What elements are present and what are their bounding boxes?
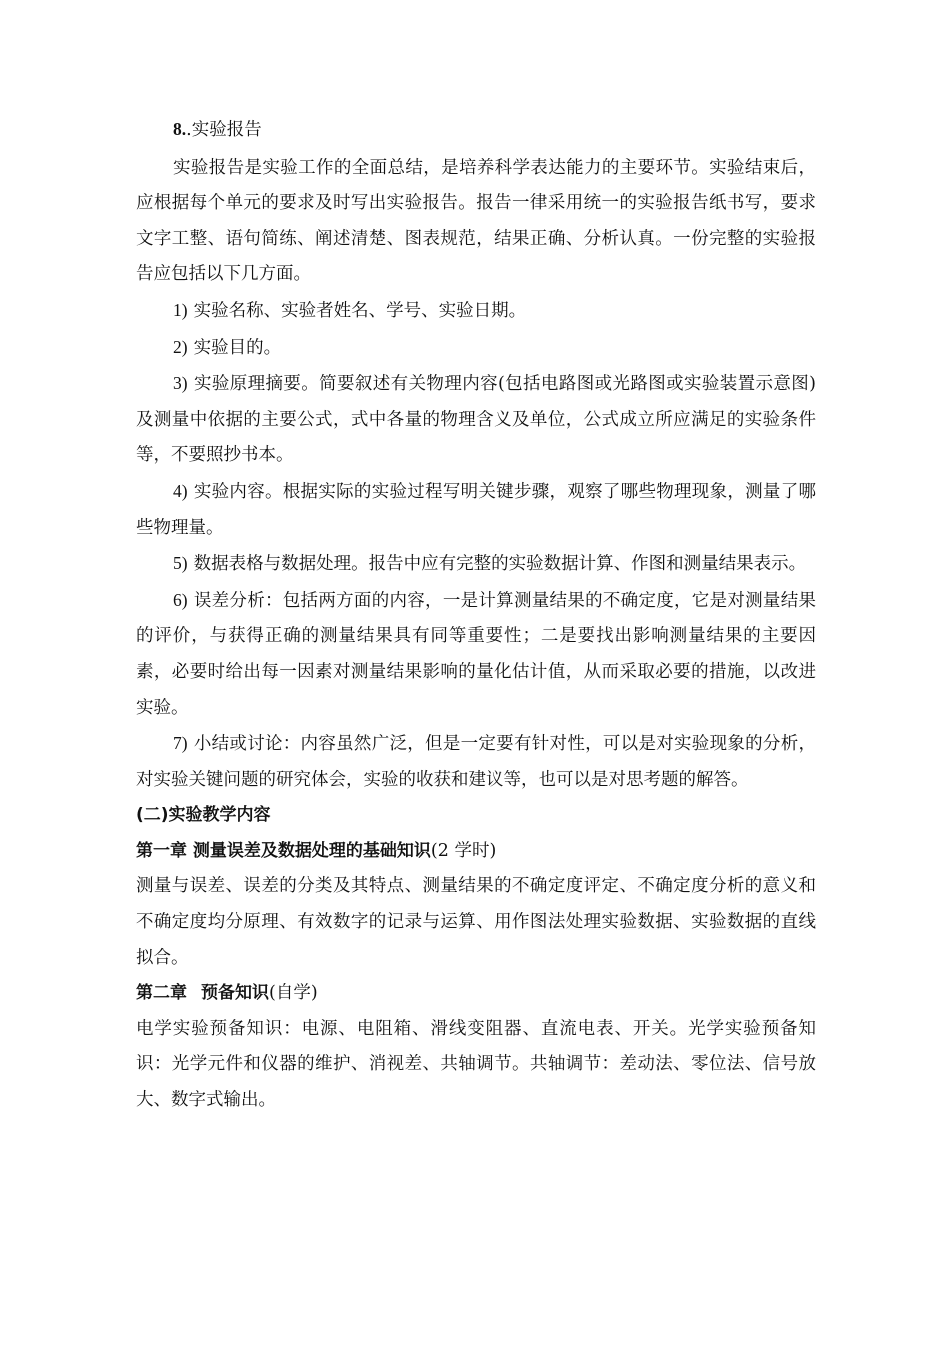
- list-item-index: 6): [173, 589, 188, 610]
- list-item-text: 实验目的。: [193, 337, 282, 358]
- chapter-2-label: 第二章: [136, 983, 187, 1004]
- chapter-1-body: 测量与误差、误差的分类及其特点、测量结果的不确定度评定、不确定度分析的意义和不确定度均分原理、有效数字的记录与运算、用作图法处理实验数据、实验数据的直线拟合。: [136, 876, 816, 968]
- list-item-text: 误差分析：包括两方面的内容，一是计算测量结果的不确定度，它是对测量结果的评价，与获得正确的测量结果具有同等重要性；二是要找出影响测量结果的主要因素，必要时给出每一因素对测量结果影响的量化估计值，从而采取必要的措施，以改进实验。: [136, 590, 816, 718]
- list-item-6: [136, 583, 816, 726]
- chapter-2-hours: (自学): [269, 983, 318, 1004]
- section-8-number: 8.: [173, 119, 187, 139]
- list-item-text: 实验内容。根据实际的实验过程写明关键步骤，观察了哪些物理现象，测量了哪些物理量。: [136, 481, 816, 538]
- list-item-1: [136, 293, 816, 330]
- chapter-2-title: 预备知识: [201, 983, 269, 1004]
- list-item-index: 5): [173, 553, 188, 574]
- chapter-1-heading: [136, 834, 816, 870]
- chapter-2-body: 电学实验预备知识：电源、电阻箱、滑线变阻器、直流电表、开关。光学实验预备知识：光学元件和仪器的维护、消视差、共轴调节。共轴调节：差动法、零位法、信号放大、数字式输出。: [136, 1018, 816, 1111]
- list-item-index: 1): [173, 299, 188, 320]
- list-item-index: 7): [173, 733, 188, 754]
- list-item-text: 实验原理摘要。简要叙述有关物理内容(包括电路图或光路图或实验装置示意图)及测量中依据的主要公式，式中各量的物理含义及单位，公式成立所应满足的实验条件等，不要照抄书本。: [136, 374, 816, 466]
- section-8-heading: [136, 112, 816, 149]
- chapter-1-title: 第一章 测量误差及数据处理的基础知识: [136, 840, 431, 861]
- intro-paragraph: 实验报告是实验工作的全面总结，是培养科学表达能力的主要环节。实验结束后，应根据每个单元的要求及时写出实验报告。报告一律采用统一的实验报告纸书写，要求文字工整、语句简练、阐述清楚、图表规范，结果正确、分析认真。一份完整的实验报告应包括以下几方面。: [136, 157, 816, 285]
- document-page: [136, 112, 816, 1119]
- chapter-2-heading: [136, 976, 816, 1012]
- section-2-heading: (二)实验教学内容: [136, 805, 271, 826]
- list-item-4: [136, 474, 816, 546]
- chapter-1-hours: (2 学时): [430, 840, 497, 861]
- list-item-index: 4): [173, 480, 188, 501]
- list-item-index: 2): [173, 336, 188, 357]
- section-8-title: .实验报告: [186, 120, 262, 140]
- list-item-3: [136, 366, 816, 474]
- list-item-index: 3): [173, 373, 188, 394]
- list-item-7: [136, 726, 816, 798]
- list-item-text: 小结或讨论：内容虽然广泛，但是一定要有针对性，可以是对实验现象的分析，对实验关键问题的研究体会，实验的收获和建议等，也可以是对思考题的解答。: [136, 734, 816, 790]
- list-item-text: 实验名称、实验者姓名、学号、实验日期。: [193, 300, 527, 321]
- list-item-2: [136, 330, 816, 367]
- list-item-5: [136, 546, 816, 583]
- list-item-text: 数据表格与数据处理。报告中应有完整的实验数据计算、作图和测量结果表示。: [193, 554, 807, 575]
